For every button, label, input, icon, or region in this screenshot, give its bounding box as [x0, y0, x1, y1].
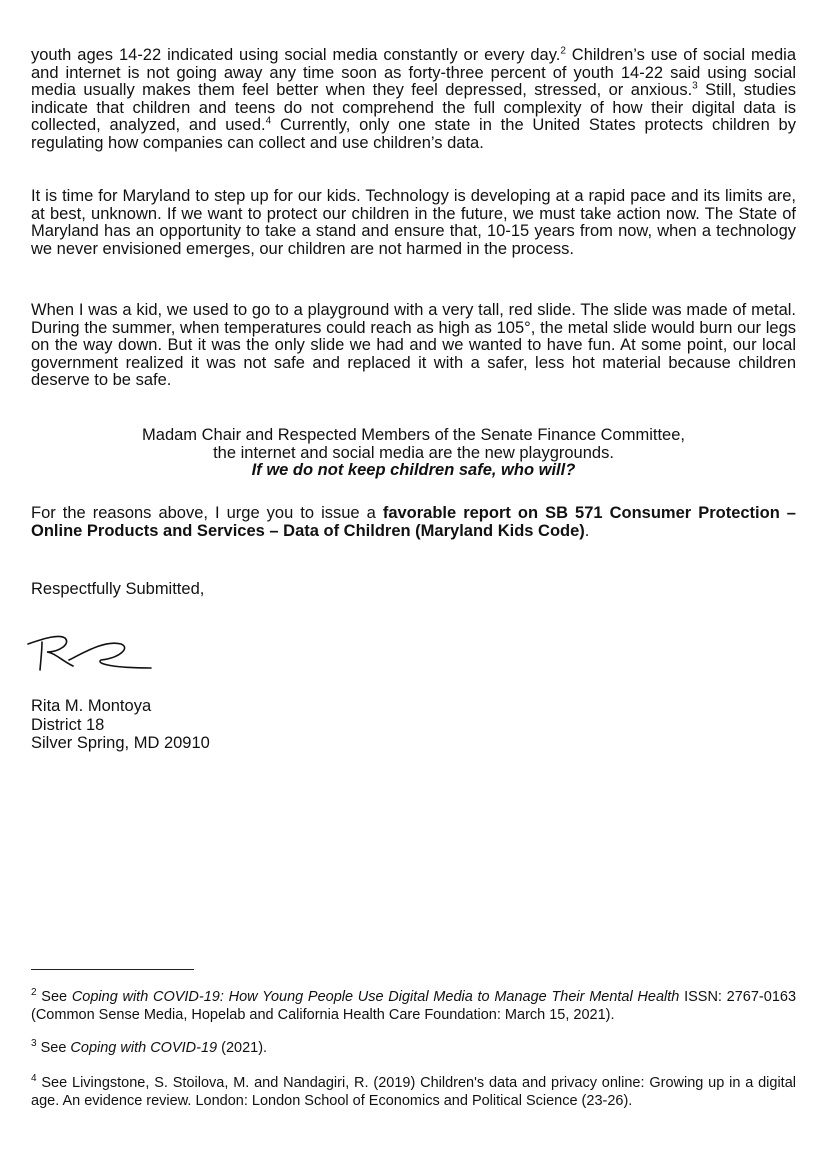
footnote-4: $^4$ See Livingstone, S. Stoilova, M. and Nandagiri, R. (2019) Children's data and privacy online: Growing up in a digital age. An evidence review. London: London School of Economics and Political Science (23-26).	[31, 1073, 796, 1109]
signer-district: District 18	[31, 715, 105, 734]
handwritten-signature	[25, 622, 155, 678]
body-paragraph-maryland-step-up: It is time for Maryland to step up for our kids. Technology is developing at a rapid pace and its limits are, at best, unknown. If we want to protect our children in the future, we must take action now. The State of Maryland has an opportunity to take a stand and ensure that, 10-15 years from now, when a technology we never envisioned emerges, our children are not harmed in the process.	[31, 187, 796, 258]
signature-block	[31, 697, 210, 753]
bill-title: favorable report on SB 571 Consumer Protection – Online Products and Services – Data of Children (Maryland Kids Code)	[31, 504, 796, 540]
appeal-question: If we do not keep children safe, who will?	[251, 461, 576, 480]
footnote-2: $^2$ See Coping with COVID-19: How Young People Use Digital Media to Manage Their Mental Health ISSN: 2767-0163 (Common Sense Media, Hopelab and California Health Care Foundation: March 15, 2021).	[31, 987, 797, 1023]
footnote-ref-3: 3	[692, 80, 698, 92]
request-paragraph: For the reasons above, I urge you to issue a favorable report on SB 571 Consumer Protection – Online Products and Services – Data of Children (Maryland Kids Code).	[31, 504, 796, 540]
appeal-line-1: Madam Chair and Respected Members of the Senate Finance Committee,	[142, 426, 685, 444]
footnote-3: $^3$ See Coping with COVID-19 (2021).	[31, 1038, 268, 1056]
body-paragraph-youth-social-media: youth ages 14-22 indicated using social media constantly or every day.$^2$ Children’s use of social media and internet is not going away any time soon as forty-three percent of youth 14-22 said using social media usually makes them feel better when they feel depressed, stressed, or anxious.$^3$ Still, studies indicate that children and teens do not comprehend the full complexity of how their digital data is collected, analyzed, and used.$^4$ Currently, only one state in the United States protects children by regulating how companies can collect and use children’s data.	[31, 45, 796, 152]
signer-name: Rita M. Montoya	[31, 697, 152, 715]
appeal-line-2: the internet and social media are the new playgrounds.	[213, 443, 614, 462]
footnote-ref-4: 4	[265, 115, 272, 127]
signer-city: Silver Spring, MD 20910	[31, 734, 210, 752]
footnote-ref-2: 2	[560, 45, 566, 57]
footnote-divider	[31, 969, 194, 970]
body-paragraph-playground-slide: When I was a kid, we used to go to a playground with a very tall, red slide. The slide was made of metal. During the summer, when temperatures could reach as high as 105°, the metal slide would burn our legs on the way down. But it was the only slide we had and we wanted to have fun. At some point, our local government realized it was not safe and replaced it with a safer, less hot material because children deserve to be safe.	[31, 301, 796, 390]
centered-appeal	[31, 427, 796, 480]
closing-salutation: Respectfully Submitted,	[31, 580, 205, 598]
